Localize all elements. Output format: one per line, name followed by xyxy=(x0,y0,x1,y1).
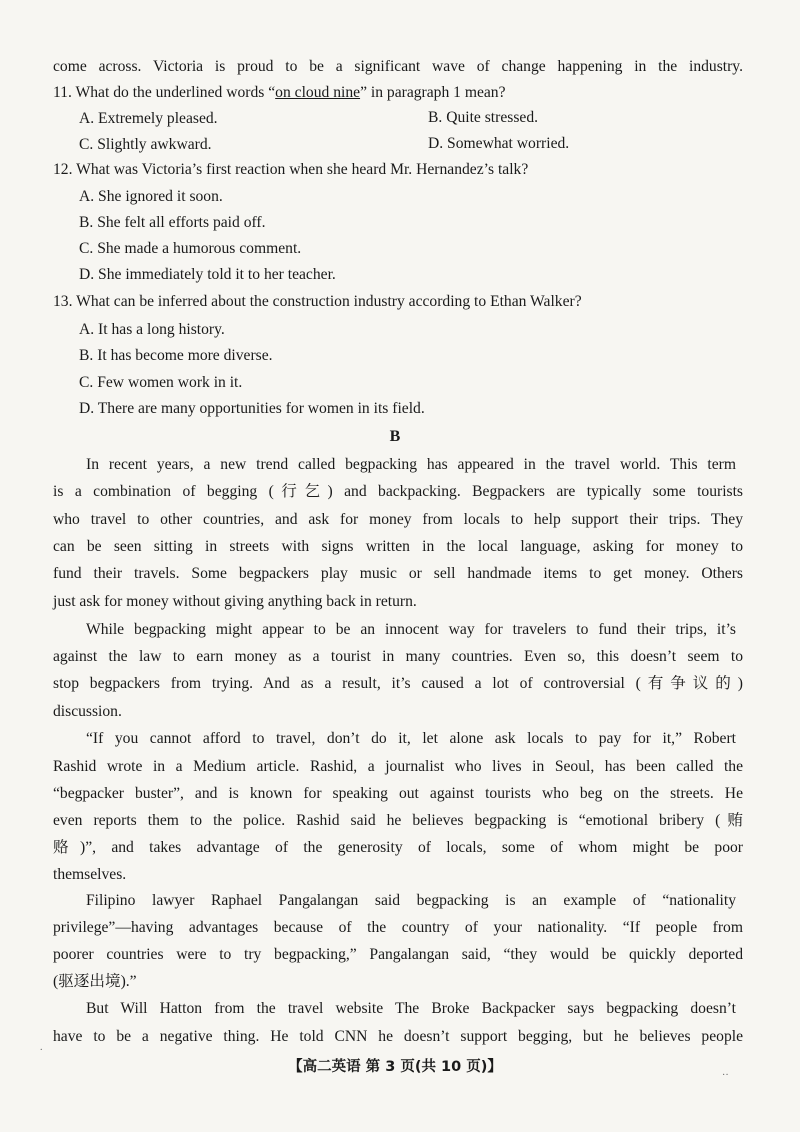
passage-line: against the law to earn money as a tourist in many countries. Even so, this doesn’t seem to xyxy=(53,648,743,665)
question-12-option-b: B. She felt all efforts paid off. xyxy=(79,214,266,231)
question-13-option-a: A. It has a long history. xyxy=(79,321,225,338)
passage-line: Filipino lawyer Raphael Pangalangan said begpacking is an example of “nationality xyxy=(86,892,736,909)
passage-line: privilege”—having advantages because of the country of your nationality. “If people from xyxy=(53,919,743,936)
question-13-stem: 13. What can be inferred about the construction industry according to Ethan Walker? xyxy=(53,293,582,310)
question-12-option-d: D. She immediately told it to her teacher. xyxy=(79,266,336,283)
question-12-option-c: C. She made a humorous comment. xyxy=(79,240,302,257)
question-13-option-b: B. It has become more diverse. xyxy=(79,347,273,364)
question-11-option-b: B. Quite stressed. xyxy=(428,109,539,126)
underlined-phrase: on cloud nine xyxy=(275,84,361,101)
passage-line: have to be a negative thing. He told CNN he doesn’t support begging, but he believes people xyxy=(53,1028,743,1045)
question-13-option-c: C. Few women work in it. xyxy=(79,374,243,391)
passage-line: (驱逐出境).” xyxy=(53,973,137,990)
passage-line: just ask for money without giving anything back in return. xyxy=(53,593,417,610)
passage-line: stop begpackers from trying. And as a result, it’s caused a lot of controversial (有争议的) xyxy=(53,675,743,692)
corner-mark: ·· xyxy=(722,1070,729,1081)
section-title: B xyxy=(389,428,401,445)
passage-line: “If you cannot afford to travel, don’t do it, let alone ask locals to pay for it,” Robert xyxy=(86,730,736,747)
question-11-option-a: A. Extremely pleased. xyxy=(79,110,218,127)
question-11-option-c: C. Slightly awkward. xyxy=(79,136,212,153)
passage-line: poorer countries were to try begpacking,” Pangalangan said, “they would be quickly deported xyxy=(53,946,743,963)
passage-line: “begpacker buster”, and is known for speaking out against tourists who beg on the streets. He xyxy=(53,785,743,802)
passage-line: even reports them to the police. Rashid said he believes begpacking is “emotional bribery (贿 xyxy=(53,812,743,829)
passage-line: themselves. xyxy=(53,866,127,883)
scan-speck: . xyxy=(40,1042,43,1053)
passage-line: can be seen sitting in streets with signs written in the local language, asking for money to xyxy=(53,538,743,555)
passage-line: In recent years, a new trend called begpacking has appeared in the travel world. This term xyxy=(86,456,736,473)
question-11-option-d: D. Somewhat worried. xyxy=(428,135,570,152)
passage-line: discussion. xyxy=(53,703,122,720)
passage-line: who travel to other countries, and ask for money from locals to help support their trips. They xyxy=(53,511,743,528)
question-12-option-a: A. She ignored it soon. xyxy=(79,188,223,205)
passage-line: is a combination of begging (行乞) and backpacking. Begpackers are typically some tourists xyxy=(53,483,743,500)
passage-line: While begpacking might appear to be an innocent way for travelers to fund their trips, it’s xyxy=(86,621,736,638)
passage-line: Rashid wrote in a Medium article. Rashid, a journalist who lives in Seoul, has been called the xyxy=(53,758,743,775)
intro-line: come across. Victoria is proud to be a significant wave of change happening in the industry. xyxy=(53,58,743,75)
passage-line: But Will Hatton from the travel website The Broke Backpacker says begpacking doesn’t xyxy=(86,1000,736,1017)
page-footer: 【高二英语 第 3 页(共 10 页)】 xyxy=(288,1059,502,1075)
passage-line: fund their travels. Some begpackers play music or sell handmade items to get money. Others xyxy=(53,565,743,582)
passage-line: 赂)”, and takes advantage of the generosity of locals, some of whom might be poor xyxy=(53,839,743,856)
question-12-stem: 12. What was Victoria’s first reaction when she heard Mr. Hernandez’s talk? xyxy=(53,161,529,178)
question-11-stem: 11. What do the underlined words “on cloud nine” in paragraph 1 mean? xyxy=(53,84,506,101)
question-13-option-d: D. There are many opportunities for women in its field. xyxy=(79,400,425,417)
